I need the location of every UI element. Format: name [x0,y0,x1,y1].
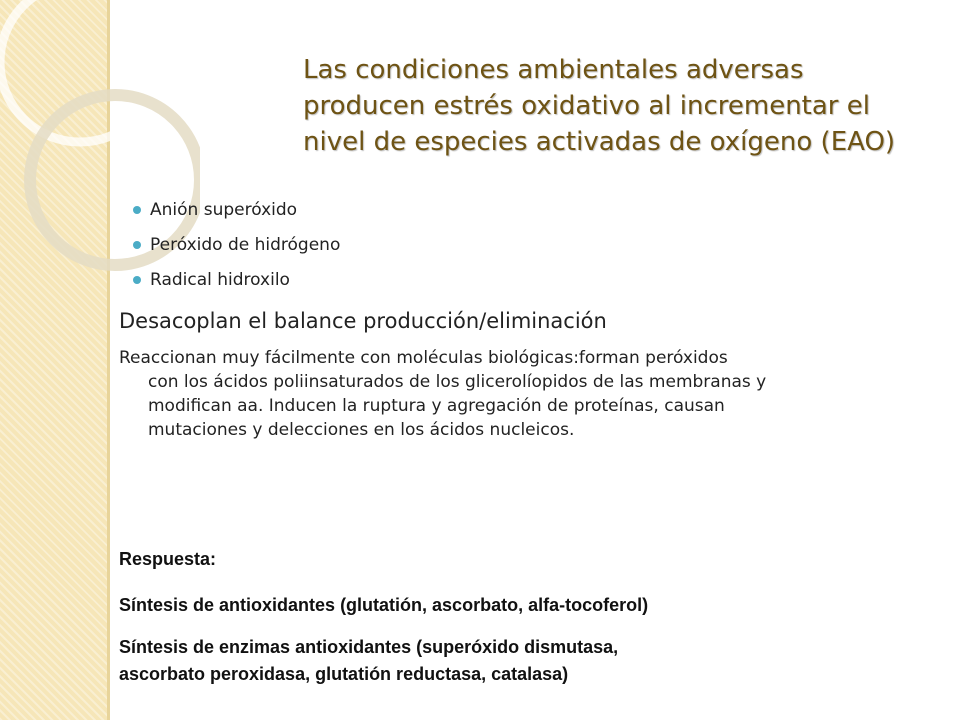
answer-label: Respuesta: [119,549,217,569]
body-paragraph [119,346,919,442]
answer-line-antioxidants: Síntesis de antioxidantes (glutatión, ascorbato, alfa-tocoferol) [119,595,649,615]
answer-line: ascorbato peroxidasa, glutatión reductasa, catalasa) [119,664,569,684]
list-item-text: Radical hidroxilo [150,270,290,290]
answer-line-enzymes [119,634,939,688]
paragraph-line: Reaccionan muy fácilmente con moléculas biológicas:forman peróxidos [119,348,728,368]
bullet-dot-icon [133,206,141,214]
slide-title-line: producen estrés oxidativo al incrementar el [303,91,870,121]
paragraph-line: modifican aa. Inducen la ruptura y agregación de proteínas, causan [148,396,725,416]
list-item-text: Peróxido de hidrógeno [150,235,341,255]
answer-line: Síntesis de enzimas antioxidantes (superóxido dismutasa, [119,637,619,657]
list-item [133,200,340,235]
slide-title [303,52,943,160]
list-item [133,270,340,305]
bullet-list [133,200,340,305]
bullet-dot-icon [133,241,141,249]
paragraph-line: con los ácidos poliinsaturados de los glicerolíopidos de las membranas y [148,372,767,392]
list-item-text: Anión superóxido [150,200,298,220]
list-item [133,235,340,270]
bullet-dot-icon [133,276,141,284]
slide-title-line: nivel de especies activadas de oxígeno (EAO) [303,127,896,157]
paragraph-line: mutaciones y delecciones en los ácidos nucleicos. [148,420,575,440]
section-heading: Desacoplan el balance producción/eliminación [119,309,607,333]
slide-title-line: Las condiciones ambientales adversas [303,55,804,85]
